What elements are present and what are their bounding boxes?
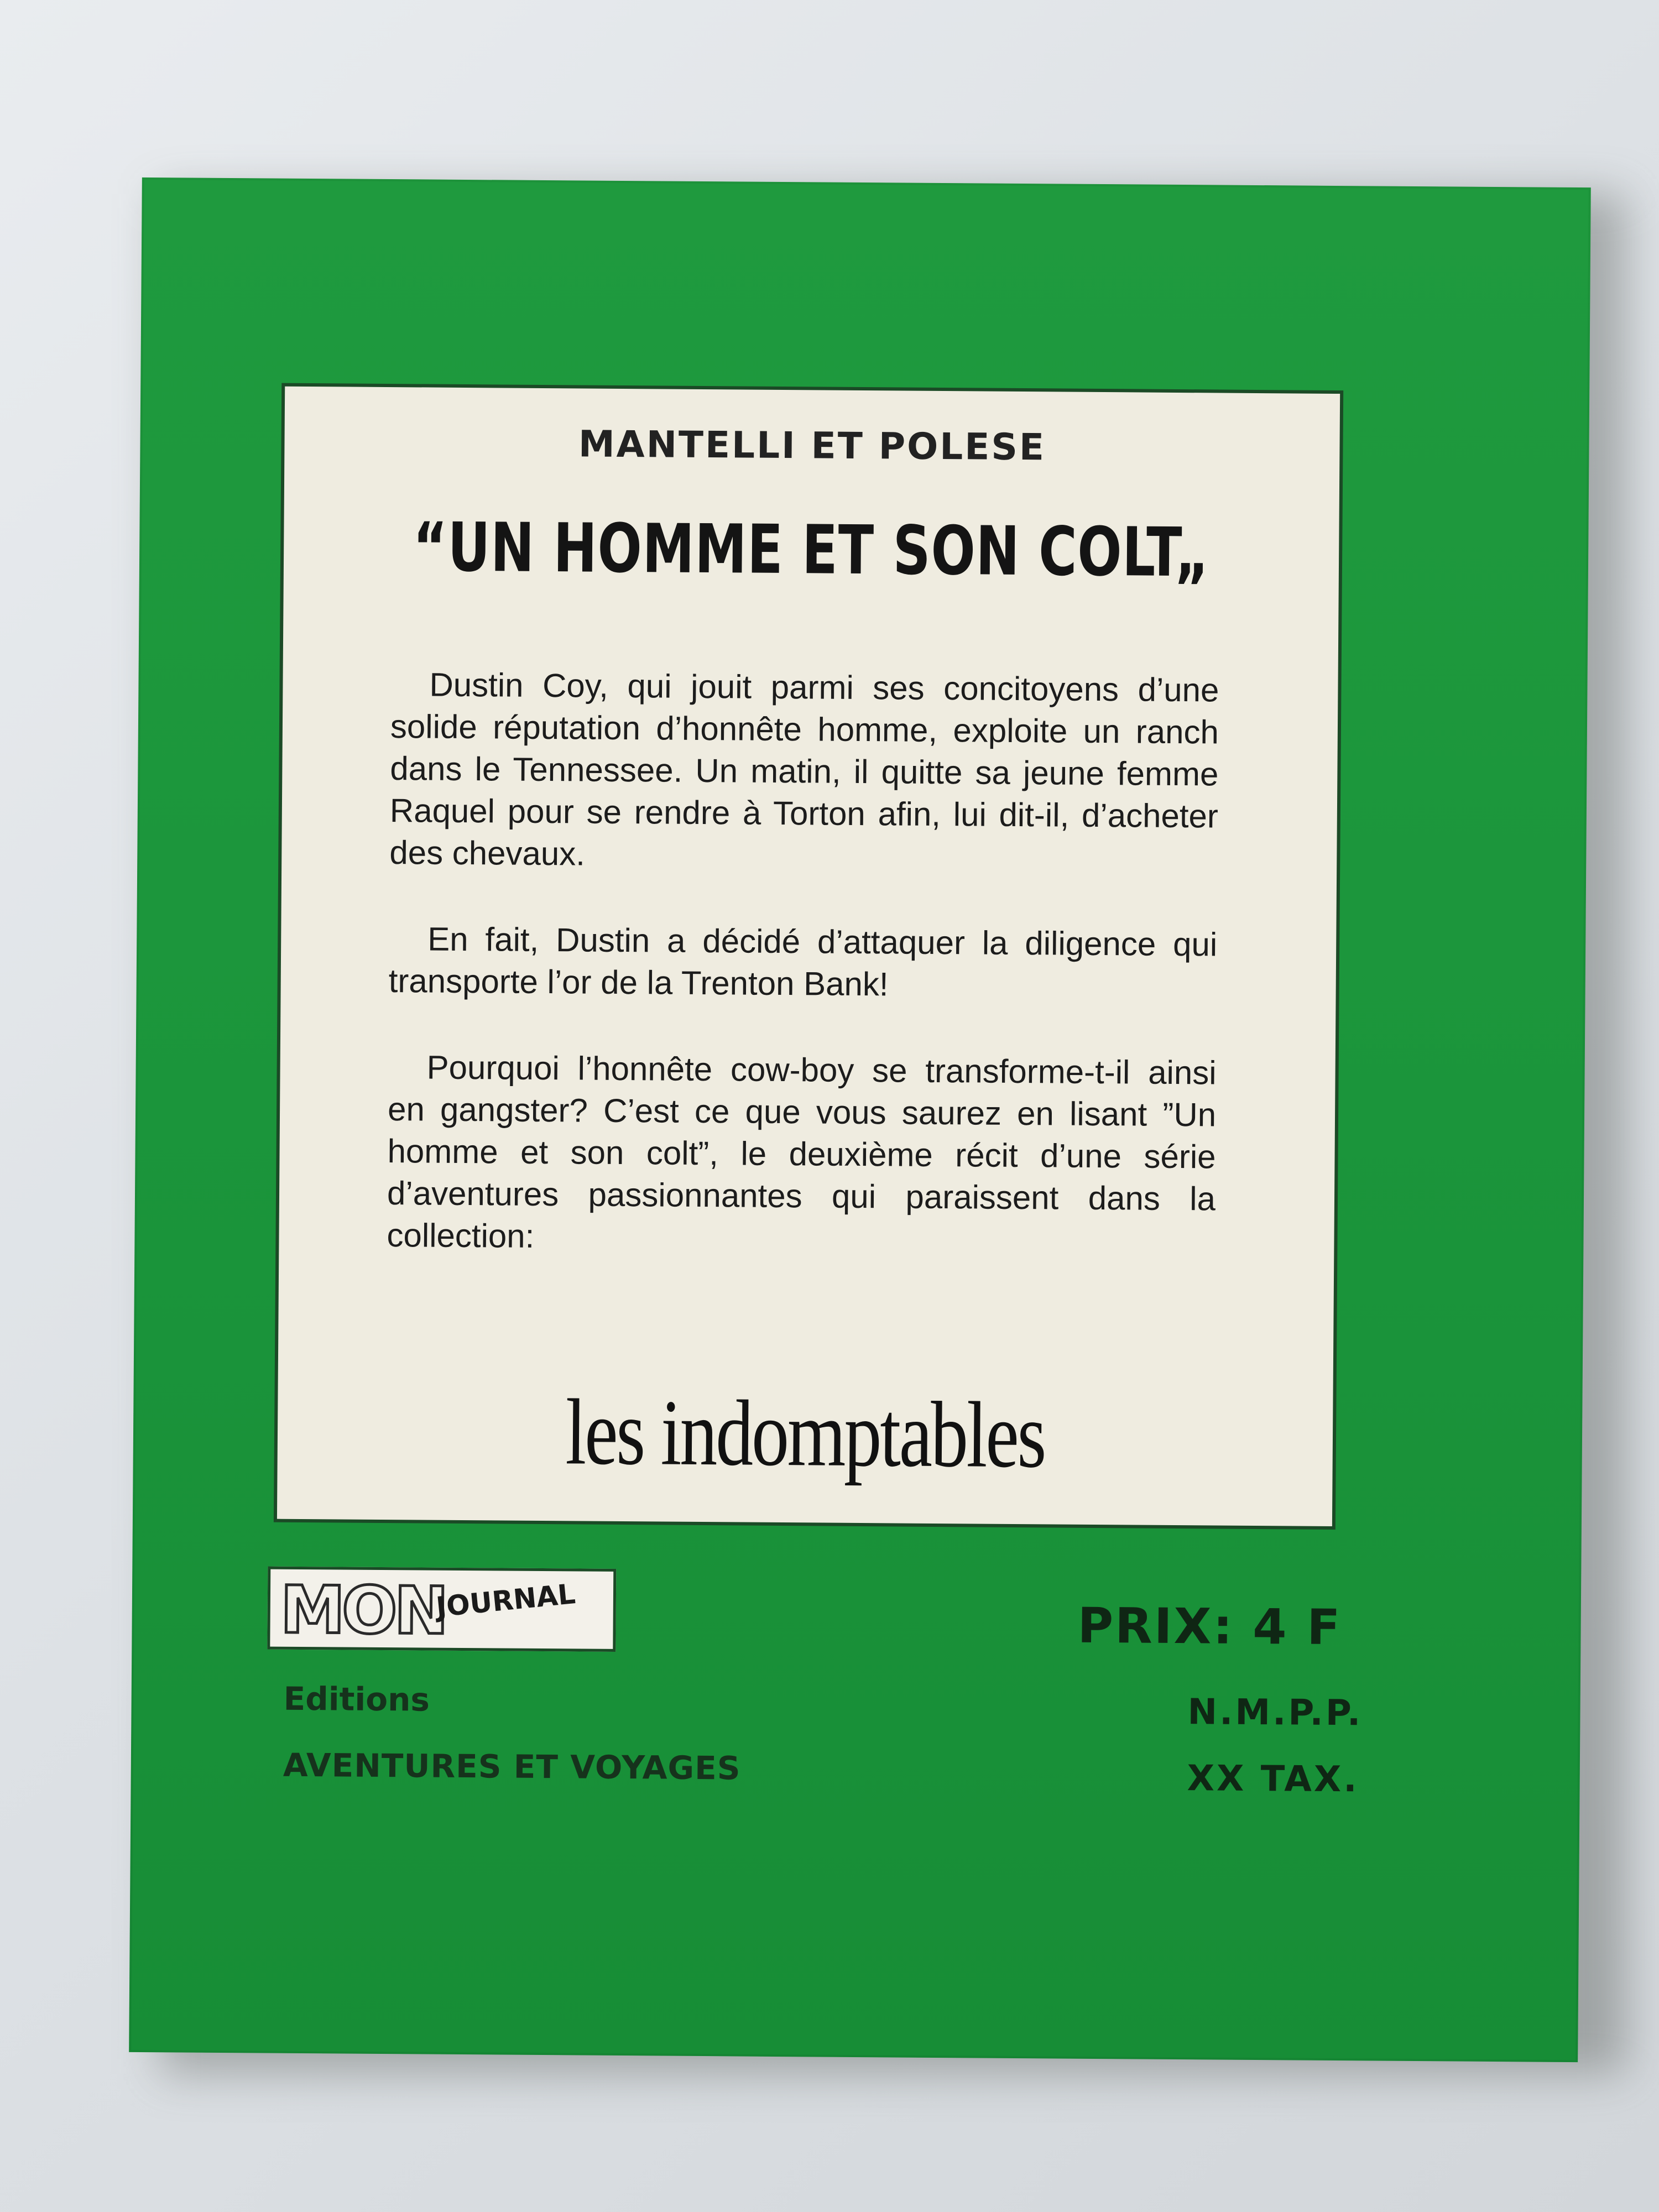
logo-mon-text: MON: [280, 1571, 446, 1649]
logo-journal-text: JOURNAL: [434, 1578, 577, 1624]
synopsis-panel: [277, 387, 1340, 1526]
mon-journal-logo: [267, 1567, 616, 1652]
book-back-cover: [129, 178, 1591, 2062]
publisher-name: AVENTURES ET VOYAGES: [283, 1746, 741, 1787]
synopsis-panel-frame: [274, 383, 1343, 1530]
synopsis-paragraph: Dustin Coy, qui jouit parmi ses concitoyens d’une solide réputation d’honnête homme, exploite un ranch dans le Tennessee. Un matin, il quitte sa jeune femme Raquel pour se rendre à Torton afin, lui dit-il, d’acheter des chevaux.: [389, 666, 1219, 873]
book-title: “UN HOMME ET SON COLT„: [413, 508, 1211, 592]
collection-name: les indomptables: [565, 1380, 1046, 1488]
authors: MANTELLI ET POLESE: [578, 422, 1046, 469]
synopsis-text: [387, 664, 1219, 1306]
synopsis-paragraph: En fait, Dustin a décidé d’attaquer la diligence qui transporte l’or de la Trenton Bank!: [388, 920, 1218, 1003]
editions-label: Editions: [283, 1679, 430, 1719]
synopsis-paragraph: Pourquoi l’honnête cow-boy se transforme-t-il ainsi en gangster? C’est ce que vous saurez en lisant ”Un homme et son colt”, le deuxième récit d’une série d’aventures passionnantes qui paraissent dans la collection:: [387, 1048, 1217, 1255]
price-label: PRIX: 4 F: [1077, 1597, 1342, 1656]
tax-label: XX TAX.: [1187, 1758, 1359, 1801]
distributor-label: N.M.P.P.: [1187, 1692, 1363, 1734]
